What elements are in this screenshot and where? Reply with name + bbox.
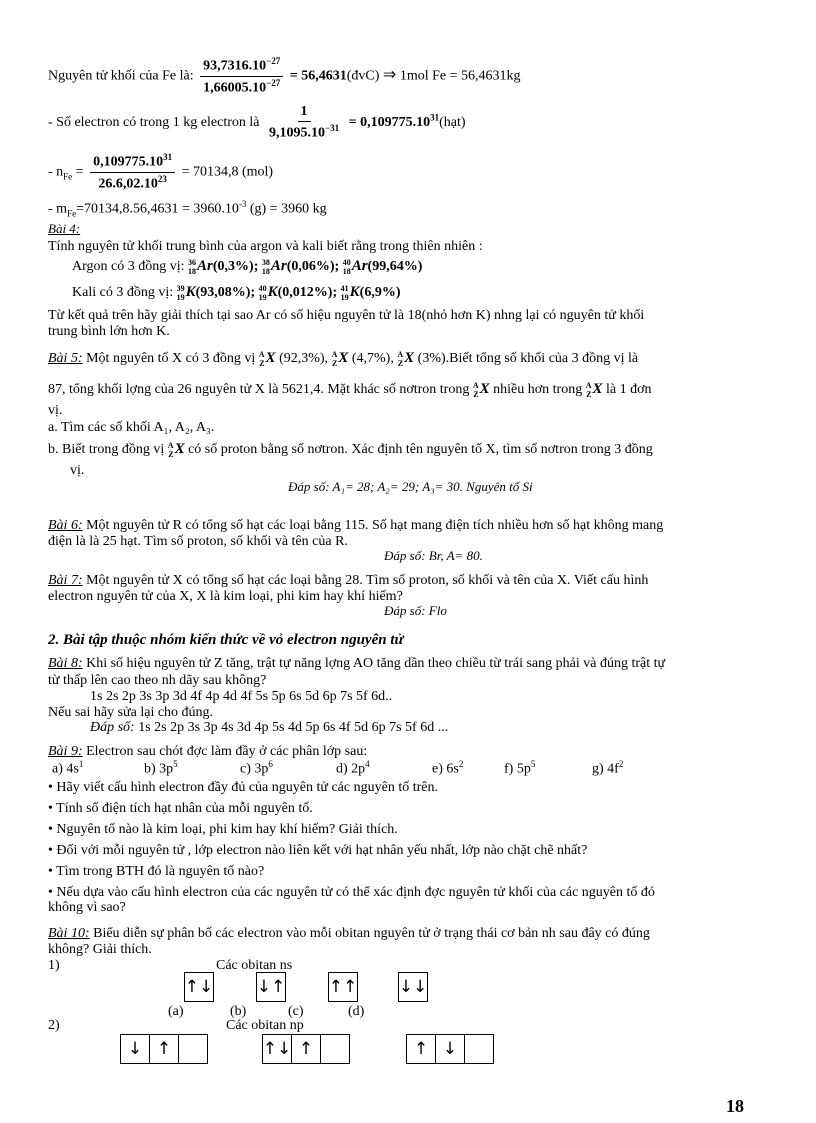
option-label: e) 6s xyxy=(432,761,459,777)
denominator: 9,1095.10 xyxy=(268,125,325,141)
bai10-line2: không? Giải thích. xyxy=(48,942,152,957)
bai9-bullet-4 xyxy=(48,843,587,859)
exponent: -3 xyxy=(238,199,247,209)
orbital-cell xyxy=(321,1035,349,1063)
exponent: −27 xyxy=(266,77,281,88)
bai5-line3: vị. xyxy=(48,403,63,418)
bullet-text: Nguyên tố nào là kim loại, phi kim hay khí hiếm? Giải thích. xyxy=(56,822,398,837)
atomic-number: Z xyxy=(586,390,592,399)
text: 87, tổng khối lợng của 26 nguyên tử X là 5621,4. Mặt khác số nơtron trong xyxy=(48,382,473,398)
text: Một nguyên tử R có tổng số hạt các loại bằng 115. Số hạt mang điện tích nhiều hơn số hạt không mang xyxy=(82,518,664,533)
bai4-paragraph-line2: trung bình lớn hơn K. xyxy=(48,324,170,339)
denominator: 1,66005.10 xyxy=(203,80,267,96)
bai7-line1 xyxy=(48,573,648,589)
section-heading: 2. Bài tập thuộc nhóm kiến thức về vỏ electron nguyên tử xyxy=(48,632,404,648)
ns-tag-a: (a) xyxy=(168,1004,184,1019)
symbol: X xyxy=(338,350,349,367)
symbol: Ar xyxy=(197,258,213,275)
bullet-text: Đối với mỗi nguyên tử , lớp electron nào liên kết với hạt nhân yếu nhất, lớp nào chặt chẽ nhất? xyxy=(56,843,588,858)
text: = xyxy=(72,164,88,180)
np-orbital-box-3 xyxy=(406,1034,494,1064)
atomic-number: Z xyxy=(259,359,265,368)
bullet-text: Tính số điện tích hạt nhân của mỗi nguyên tố. xyxy=(56,801,313,816)
answer-text: 1s 2s 2p 3s 3p 4s 3d 4p 5s 4d 5p 6s 4f 5d 6p 7s 5f 6d ... xyxy=(138,720,449,735)
option-label: d) 2p xyxy=(336,761,366,777)
item-number-2: 2) xyxy=(48,1018,60,1033)
symbol: X xyxy=(404,350,415,367)
exponent: 31 xyxy=(430,112,440,123)
np-orbital-box-2 xyxy=(262,1034,350,1064)
percent: (0,012%) xyxy=(277,284,333,300)
bai5-title: Bài 5: xyxy=(48,351,83,367)
bai9-option-d xyxy=(336,759,370,778)
atomic-number: 18 xyxy=(261,267,270,276)
fe-atomic-mass-line xyxy=(48,56,521,97)
mass-number: 41 xyxy=(340,284,349,293)
isotope xyxy=(188,258,258,276)
bullet-icon: • xyxy=(48,843,53,858)
symbol: X xyxy=(174,441,185,458)
label: Kali có 3 đồng vị: xyxy=(72,285,177,301)
orbital-cell: ↓↑ xyxy=(256,977,286,997)
ns-orbital-box-d xyxy=(398,972,428,1002)
symbol: Ar xyxy=(270,258,287,275)
percent: (0,06%) xyxy=(286,258,335,274)
bai9-option-a xyxy=(52,759,83,778)
option-label: f) 5p xyxy=(504,761,531,777)
isotope xyxy=(177,284,256,302)
bullet-icon: • xyxy=(48,801,53,816)
result: = 56,4631 xyxy=(289,68,347,84)
orbital-cell: ↑↓ xyxy=(263,1035,292,1063)
orbital-cell: ↓ xyxy=(436,1035,465,1063)
ns-tag-b: (b) xyxy=(230,1004,247,1019)
atomic-number: 18 xyxy=(188,267,197,276)
mass-number: 40 xyxy=(258,284,267,293)
bai9-bullet-2 xyxy=(48,801,313,817)
symbol: K xyxy=(185,284,196,301)
orbital-cell: ↑ xyxy=(407,1035,436,1063)
bai9-last-line: không vì sao? xyxy=(48,900,126,915)
bai7-answer: Đáp số: Flo xyxy=(384,603,447,618)
atomic-number: Z xyxy=(332,359,338,368)
isotope xyxy=(332,350,349,368)
bai5-part-a: a. Tìm các số khối A₁, A₂, A₃. xyxy=(48,420,215,435)
orbital-cell: ↓ xyxy=(121,1035,150,1063)
bai9-option-b xyxy=(144,759,178,778)
symbol: X xyxy=(479,381,490,398)
unit: (hạt) xyxy=(439,115,466,131)
ns-tag-d: (d) xyxy=(348,1004,365,1019)
text: (g) = 3960 kg xyxy=(246,201,327,217)
answer-label: Đáp số: xyxy=(90,720,139,735)
bai6-line2: điện là là 25 hạt. Tìm số proton, số khối và tên của R. xyxy=(48,534,348,549)
bai8-line2: từ thấp lên cao theo nh dãy sau không? xyxy=(48,673,267,688)
percent: (6,9%) xyxy=(359,284,401,300)
fraction xyxy=(200,56,283,97)
text: b. Biết trong đồng vị xyxy=(48,442,168,458)
bullet-icon: • xyxy=(48,864,53,879)
kali-isotopes xyxy=(72,284,400,302)
separator: ; xyxy=(332,284,338,300)
bai8-title: Bài 8: xyxy=(48,656,83,671)
bai5-answer: Đáp số: A₁= 28; A₂= 29; A₃= 30. Nguyên tố Si xyxy=(288,479,533,494)
exponent: 2 xyxy=(458,759,464,769)
bai4-question: Tính nguyên tử khối trung bình của argon và kali biết rằng trong thiên nhiên : xyxy=(48,239,483,254)
atomic-number: Z xyxy=(168,450,174,459)
numerator: 0,109775.10 xyxy=(93,154,164,170)
implies-arrow-icon: ⇒ xyxy=(382,64,397,84)
bai10-line1 xyxy=(48,926,650,942)
bai5-part-b xyxy=(48,441,653,459)
text: Một nguyên tố X có 3 đồng vị xyxy=(82,351,259,367)
isotope xyxy=(259,284,338,302)
bai9-bullet-6 xyxy=(48,885,655,901)
bai9-bullet-1 xyxy=(48,780,438,796)
bullet-text: Tìm trong BTH đó là nguyên tố nào? xyxy=(56,864,265,879)
text: =70134,8.56,4631 = 3960.10 xyxy=(76,201,239,217)
bullet-icon: • xyxy=(48,780,53,795)
exponent: 5 xyxy=(530,759,536,769)
mass-number: A xyxy=(585,381,592,390)
bai4-title: Bài 4: xyxy=(48,221,81,236)
atomic-number: 19 xyxy=(176,293,185,302)
bai9-title: Bài 9: xyxy=(48,744,83,759)
orbital-cell xyxy=(465,1035,493,1063)
option-label: a) 4s xyxy=(52,761,79,777)
bai9-bullet-3 xyxy=(48,822,398,838)
ns-orbital-box-a xyxy=(184,972,214,1002)
text: Electron sau chót đợc làm đầy ở các phân lớp sau: xyxy=(82,744,368,759)
mass-number: 40 xyxy=(342,258,351,267)
np-orbital-box-1 xyxy=(120,1034,208,1064)
mass-number: A xyxy=(331,350,338,359)
text: - n xyxy=(48,164,64,180)
bai5-line1 xyxy=(48,350,638,368)
np-orbitals-label: Các obitan np xyxy=(226,1018,304,1033)
isotope xyxy=(259,350,276,368)
separator: ; xyxy=(250,284,256,300)
isotope xyxy=(473,381,490,399)
bai6-answer: Đáp số: Br, A= 80. xyxy=(384,548,483,563)
numerator: 1 xyxy=(300,104,308,119)
m-fe-line xyxy=(48,199,327,219)
subscript: Fe xyxy=(63,171,73,182)
text: 1mol Fe = 56,4631kg xyxy=(396,68,521,84)
symbol: X xyxy=(265,350,276,367)
text: (92,3%), xyxy=(275,351,332,367)
bai9-line1 xyxy=(48,744,367,760)
ns-orbital-box-b xyxy=(256,972,286,1002)
text: Khi số hiệu nguyên tử Z tăng, trật tự năng lợng AO tăng dần theo chiều từ trái sang phải và đúng trật tự xyxy=(82,656,666,671)
ns-tag-c: (c) xyxy=(288,1004,304,1019)
bai9-option-c xyxy=(240,759,273,778)
mass-number: 36 xyxy=(188,258,197,267)
bai8-answer xyxy=(90,720,448,736)
exponent: 31 xyxy=(163,152,173,162)
text: (3%).Biết tổng số khối của 3 đồng vị là xyxy=(414,351,639,367)
separator: ; xyxy=(334,258,340,274)
text: (4,7%), xyxy=(348,351,398,367)
mass-number: A xyxy=(167,441,174,450)
electron-count-line xyxy=(48,104,466,142)
exponent: −31 xyxy=(324,123,340,134)
symbol: K xyxy=(349,284,360,301)
bai8-sequence: 1s 2s 2p 3s 3p 3d 4f 4p 4d 4f 5s 5p 6s 5d 6p 7s 5f 6d.. xyxy=(90,689,393,704)
text: có số proton bằng số nơtron. Xác định tên nguyên tố X, tìm số nơtron trong 3 đồng xyxy=(184,442,653,458)
symbol: Ar xyxy=(351,258,368,275)
exponent: −27 xyxy=(266,56,281,66)
ns-orbital-box-c xyxy=(328,972,358,1002)
bullet-icon: • xyxy=(48,885,53,900)
bullet-text: Hãy viết cấu hình electron đầy đủ của nguyên tử các nguyên tố trên. xyxy=(56,780,438,795)
option-label: g) 4f xyxy=(592,761,619,777)
isotope xyxy=(341,284,401,302)
mass-number: A xyxy=(472,381,479,390)
bullet-icon: • xyxy=(48,822,53,837)
percent: (0,3%) xyxy=(212,258,254,274)
bai9-option-e xyxy=(432,759,463,778)
label: Argon có 3 đồng vị: xyxy=(72,259,189,275)
ns-orbitals-label: Các obitan ns xyxy=(216,958,293,973)
argon-isotopes xyxy=(72,258,422,276)
percent: (99,64%) xyxy=(367,258,423,274)
bai7-line2: electron nguyên tử của X, X là kim loại, phi kim hay khí hiếm? xyxy=(48,589,403,604)
exponent: 4 xyxy=(365,759,370,769)
isotope xyxy=(586,381,603,399)
percent: (93,08%) xyxy=(195,284,251,300)
option-label: c) 3p xyxy=(240,761,269,777)
mass-number: 39 xyxy=(176,284,185,293)
exponent: 1 xyxy=(78,759,84,769)
denominator: 26.6,02.10 xyxy=(98,176,158,192)
unit: (đvC) xyxy=(346,68,380,84)
result: = 0,109775.10 xyxy=(348,115,431,131)
bai6-title: Bài 6: xyxy=(48,518,83,533)
atomic-number: 18 xyxy=(342,267,351,276)
exponent: 2 xyxy=(618,759,624,769)
text: - m xyxy=(48,201,68,217)
separator: ; xyxy=(253,258,259,274)
exponent: 5 xyxy=(173,759,178,769)
atomic-number: Z xyxy=(397,359,404,368)
text: nhiều hơn trong xyxy=(489,382,586,398)
isotope xyxy=(397,350,414,368)
atomic-number: 19 xyxy=(258,293,267,302)
page-number: 18 xyxy=(726,1096,744,1116)
orbital-cell: ↑ xyxy=(292,1035,321,1063)
isotope xyxy=(262,258,339,276)
bai5-line2 xyxy=(48,381,652,399)
isotope xyxy=(168,441,185,459)
numerator: 93,7316.10 xyxy=(203,58,267,74)
bai6-line1 xyxy=(48,518,663,534)
atomic-number: Z xyxy=(473,390,479,399)
exponent: 6 xyxy=(268,759,273,769)
n-fe-line xyxy=(48,152,273,193)
text: Nguyên tử khối của Fe là: xyxy=(48,68,198,84)
bai8-line1 xyxy=(48,656,665,672)
bai7-title: Bài 7: xyxy=(48,573,83,588)
orbital-cell: ↑↑ xyxy=(328,977,358,997)
bai5-part-b-cont: vị. xyxy=(70,463,85,478)
exponent: 23 xyxy=(157,173,167,184)
text: Biểu diễn sự phân bố các electron vào mỗi obitan nguyên tử ở trạng thái cơ bản nh sau đây có đúng xyxy=(89,926,650,941)
bai9-option-g xyxy=(592,759,623,778)
symbol: X xyxy=(592,381,603,398)
bai10-title: Bài 10: xyxy=(48,926,90,941)
bullet-text: Nếu dựa vào cấu hình electron của các nguyên tử có thể xác định đợc nguyên tử khối của các nguyên tố đó xyxy=(56,885,655,900)
fraction xyxy=(90,152,175,193)
subscript: Fe xyxy=(67,208,77,219)
bai9-option-f xyxy=(504,759,535,778)
mass-number: A xyxy=(397,350,404,359)
text: - Số electron có trong 1 kg electron là xyxy=(48,115,263,131)
symbol: K xyxy=(267,284,278,301)
isotope xyxy=(343,258,423,276)
item-number-1: 1) xyxy=(48,958,60,973)
bai4-paragraph-line1: Từ kết quả trên hãy giải thích tại sao Ar có số hiệu nguyên tử là 18(nhỏ hơn K) nhng lại có nguyên tử khối xyxy=(48,308,645,323)
orbital-cell: ↑↓ xyxy=(184,977,214,997)
text: Một nguyên tử X có tổng số hạt các loại bằng 28. Tìm số proton, số khối và tên của X. Viết cấu hình xyxy=(82,573,649,588)
fraction xyxy=(266,104,342,142)
orbital-cell: ↑ xyxy=(150,1035,179,1063)
result: = 70134,8 (mol) xyxy=(181,164,274,180)
mass-number: A xyxy=(258,350,265,359)
text: là 1 đơn xyxy=(602,382,652,398)
orbital-cell xyxy=(179,1035,207,1063)
bai9-bullet-5 xyxy=(48,864,264,880)
option-label: b) 3p xyxy=(144,761,174,777)
atomic-number: 19 xyxy=(340,293,349,302)
mass-number: 38 xyxy=(261,258,270,267)
orbital-cell: ↓↓ xyxy=(398,977,428,997)
bai8-line3: Nếu sai hãy sửa lại cho đúng. xyxy=(48,705,214,720)
